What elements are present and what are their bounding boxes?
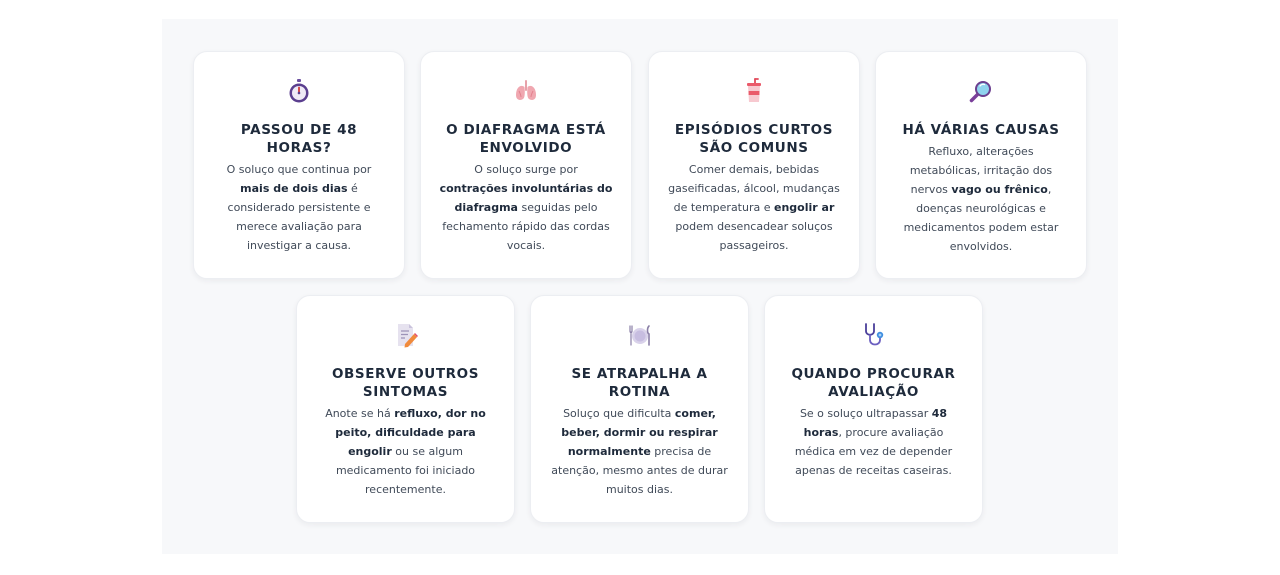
stopwatch-icon [287, 78, 311, 104]
card-title: PASSOU DE 48 HORAS? [240, 122, 358, 156]
card-title: QUANDO PROCURAR AVALIAÇÃO [791, 366, 956, 400]
card-short-episodes [648, 51, 860, 279]
card-persistent-hiccup [193, 51, 405, 279]
card-title: OBSERVE OUTROS SINTOMAS [331, 366, 480, 400]
card-when-to-seek-care [764, 295, 983, 523]
card-text: Comer demais, bebidas gaseificadas, álcool, mudanças de temperatura e engolir ar podem desencadear soluços passageiros. [668, 163, 840, 252]
card-text: Refluxo, alterações metabólicas, irritação dos nervos vago ou frênico, doenças neurológicas e medicamentos podem estar envolvidos. [903, 145, 1059, 253]
card-title: O DIAFRAGMA ESTÁ ENVOLVIDO [446, 122, 606, 156]
card-other-symptoms [296, 295, 515, 523]
card-text: Soluço que dificulta comer, beber, dormir ou respirar normalmente precisa de atenção, mesmo antes de durar muitos dias. [551, 407, 728, 496]
card-disrupts-routine [530, 295, 749, 523]
card-text: O soluço surge por contrações involuntárias do diafragma seguidas pelo fechamento rápido das cordas vocais. [439, 163, 613, 252]
card-diaphragm [420, 51, 632, 279]
magnifying-glass-icon [969, 78, 993, 104]
soft-drink-icon [742, 78, 766, 104]
info-cards-section [162, 19, 1118, 554]
card-title: EPISÓDIOS CURTOS SÃO COMUNS [674, 122, 834, 156]
card-title: HÁ VÁRIAS CAUSAS [902, 122, 1060, 138]
card-text: O soluço que continua por mais de dois dias é considerado persistente e merece avaliação para investigar a causa. [226, 163, 372, 252]
card-title: SE ATRAPALHA A ROTINA [571, 366, 708, 400]
plate-utensils-icon [628, 322, 652, 348]
card-text: Anote se há refluxo, dor no peito, dificuldade para engolir ou se algum medicamento foi iniciado recentemente. [325, 407, 486, 496]
lungs-icon [514, 78, 538, 104]
card-multiple-causes [875, 51, 1087, 279]
card-text: Se o soluço ultrapassar 48 horas, procure avaliação médica em vez de depender apenas de receitas caseiras. [794, 407, 953, 477]
memo-pencil-icon [394, 322, 418, 348]
stethoscope-icon [862, 322, 886, 348]
